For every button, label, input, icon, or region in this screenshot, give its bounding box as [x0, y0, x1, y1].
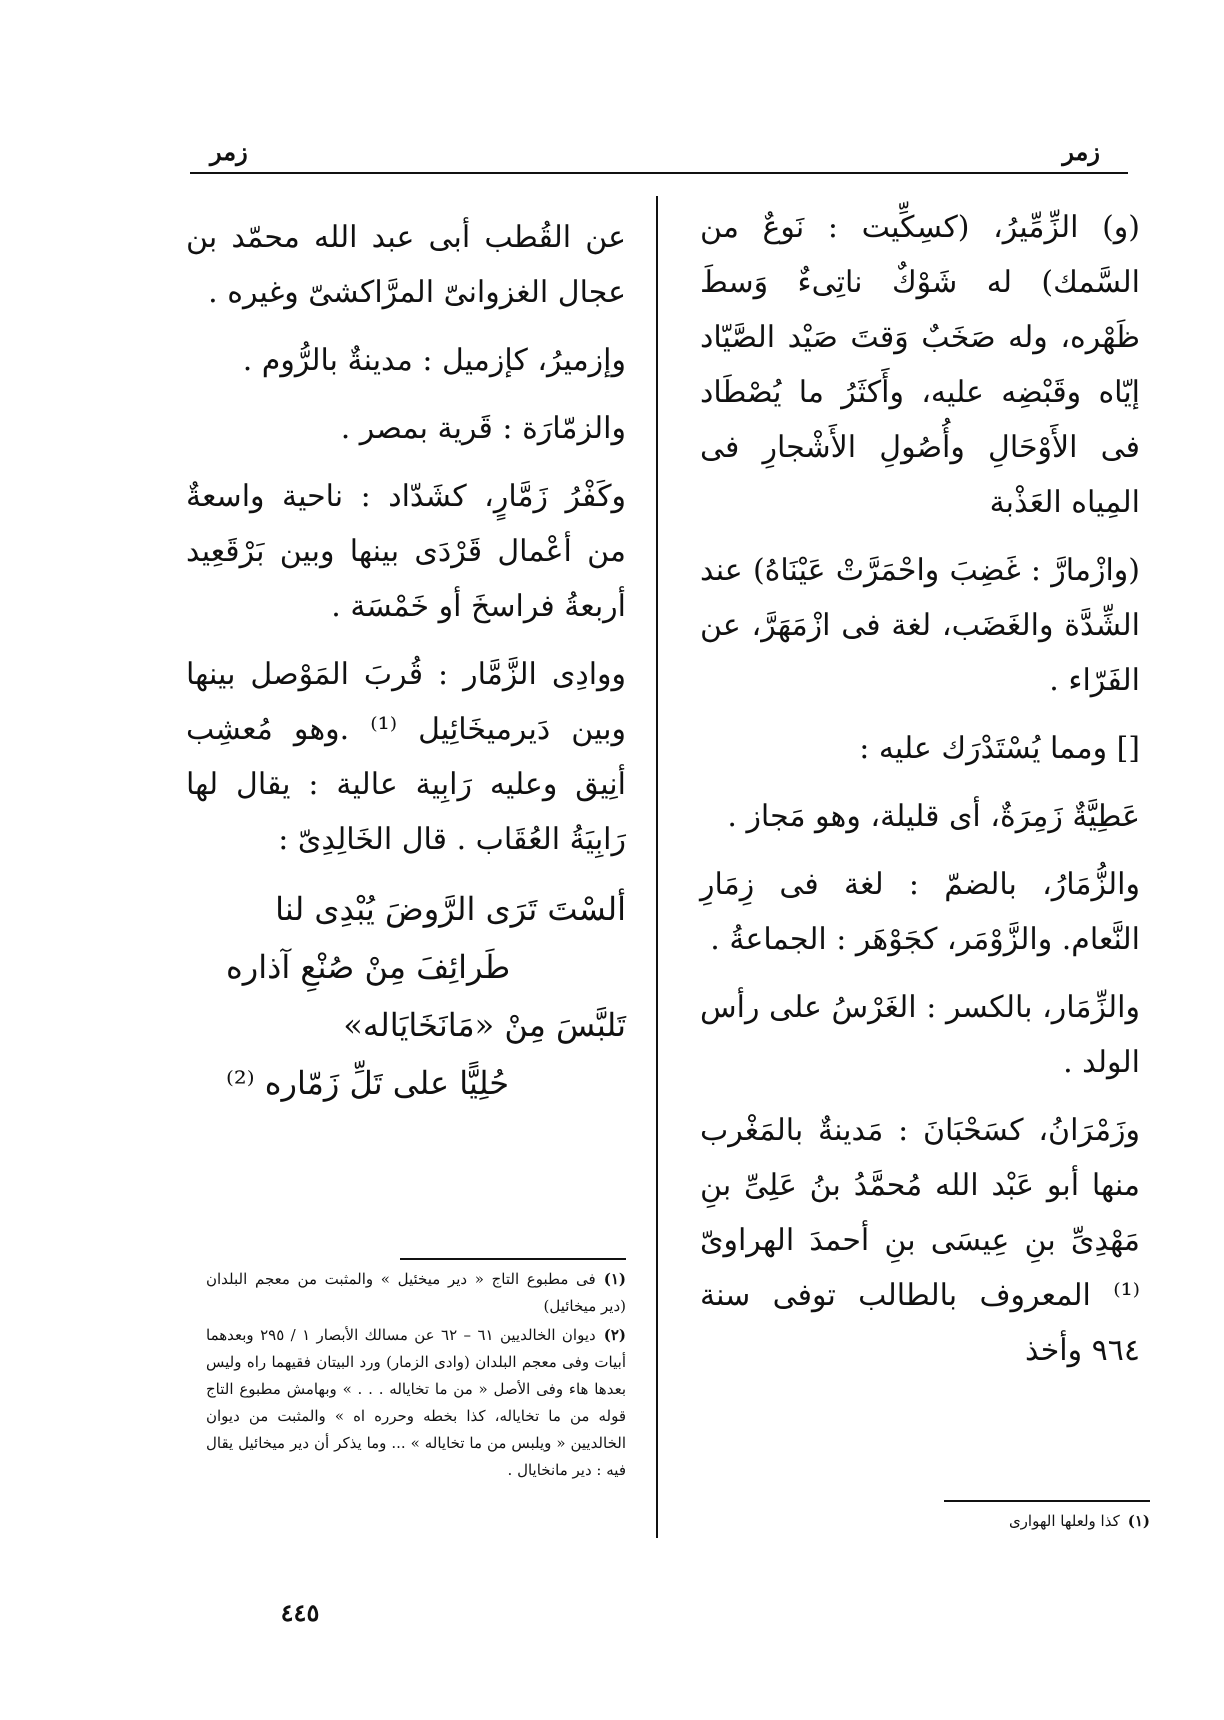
footnote-number: (١) [1127, 1512, 1150, 1530]
footnote-text: فى مطبوع التاج « دير ميخئيل » والمثبت من معجم البلدان (دير ميخائيل) [206, 1270, 626, 1315]
footnote-number: (١) [603, 1270, 626, 1288]
right-column [700, 200, 1140, 1391]
footnotes-right [800, 1508, 1150, 1537]
verse-hemistich: ألسْتَ تَرَى الرَّوضَ يُبْدِى لنا [275, 890, 626, 928]
verse-hemistich: طَرائِفَ مِنْ صُنْعِ آذاره [226, 948, 511, 986]
paragraph: وكَفْرُ زَمَّارٍ، كشَدّاد : ناحية واسعةٌ من أعْمال قَرْدَى بينها وبين بَرْقَعِيد أربعةُ فراسخَ أو خَمْسَة . [186, 479, 626, 624]
paragraph: والزُّمَارُ، بالضمّ : لغة فى زِمَارِ النَّعام. والزَّوْمَر، كجَوْهَر : الجماعةُ . [700, 867, 1140, 957]
footnote-text: ديوان الخالديين ٦١ – ٦٢ عن مسالك الأبصار ١ / ٢٩٥ وبعدهما أبيات وفى معجم البلدان (وادى الزمار) ورد البيتان فقيهما راه وليس بعدها هاء وفى الأصل « من ما تخاياله . . . » وبهامش مطبوع التاج قوله من ما تخاياله، كذا بخطه وحرره اه » والمثبت من ديوان الخالديين « ويلبس من ما تخاياله » ... وما يذكر أن دير ميخائيل يقال فيه : دير مانخايال . [206, 1326, 626, 1479]
paragraph: والزمّارَة : قَرية بمصر . [340, 411, 626, 446]
running-header-right: زمر [1062, 137, 1100, 166]
running-header-left: زمر [210, 137, 248, 166]
paragraph: (و) الزِّمِّيرُ، (كسِكِّيت : نَوعٌ من السَّمك) له شَوْكٌ ناتِىءٌ وَسطَ ظَهْره، وله صَخَبٌ وَقتَ صَيْد الصَّيّاد إيّاه وقَبْضِه عليه، وأَكثَرُ ما يُصْطَاد فى الأَوْحَالِ وأُصُولِ الأَشْجارِ فى المِياه العَذْبة [700, 210, 1140, 520]
header-rule [190, 172, 1128, 174]
poem-verse [186, 880, 626, 1112]
footnote [206, 1266, 626, 1320]
page-number: ٤٤٥ [280, 1598, 320, 1627]
paragraph: وزَمْرَانُ، كسَحْبَانَ : مَدينةٌ بالمَغْرب منها أبو عَبْد الله مُحمَّدُ بنُ عَلِىِّ بنِ مَهْدِىِّ بنِ عِيسَى بنِ أحمدَ الهراوىّ ⁽¹⁾ المعروف بالطالب توفى سنة ٩٦٤ وأخذ [700, 1113, 1141, 1368]
footnote-rule-right [944, 1500, 1150, 1502]
footnote-number: (٢) [603, 1326, 626, 1344]
footnote [206, 1322, 626, 1484]
paragraph: [] ومما يُسْتَدْرَك عليه : [859, 731, 1140, 766]
verse-hemistich: حُلِيًّا على تَلِّ زَمّاره ⁽²⁾ [226, 1064, 510, 1102]
left-column [186, 210, 626, 1112]
paragraph: عن القُطب أبى عبد الله محمّد بن عجال الغزوانىّ المرَّاكشىّ وغيره . [186, 220, 626, 310]
paragraph: ووادِى الزَّمَّار : قُربَ المَوْصل بينها وبين دَيرميخَائِيل ⁽¹⁾ .وهو مُعشِب أنِيق وعليه رَابِية عالية : يقال لها رَابِيَةُ العُقَاب . قال الخَالِدِىّ : [186, 657, 626, 857]
paragraph: (وازْمارَّ : غَضِبَ واحْمَرَّتْ عَيْنَاهُ) عند الشِّدَّة والغَضَب، لغة فى ازْمَهَرَّ، عن الفَرّاء . [700, 553, 1140, 698]
paragraph: وإزميرُ، كإزميل : مدينةٌ بالرُّوم . [242, 343, 626, 378]
footnote-text: كذا ولعلها الهوارى [1008, 1512, 1120, 1530]
paragraph: والزِّمَار، بالكسر : الغَرْسُ على رأس الولد . [700, 990, 1140, 1080]
paragraph: عَطِيَّةٌ زَمِرَةٌ، أى قليلة، وهو مَجاز . [727, 799, 1140, 834]
footnote-rule-left [400, 1258, 626, 1260]
column-divider [656, 196, 658, 1538]
footnote [800, 1508, 1150, 1535]
footnotes-left [206, 1266, 626, 1486]
verse-hemistich: تَلبَّسَ مِنْ «مَانَخَايَاله» [343, 1006, 626, 1044]
